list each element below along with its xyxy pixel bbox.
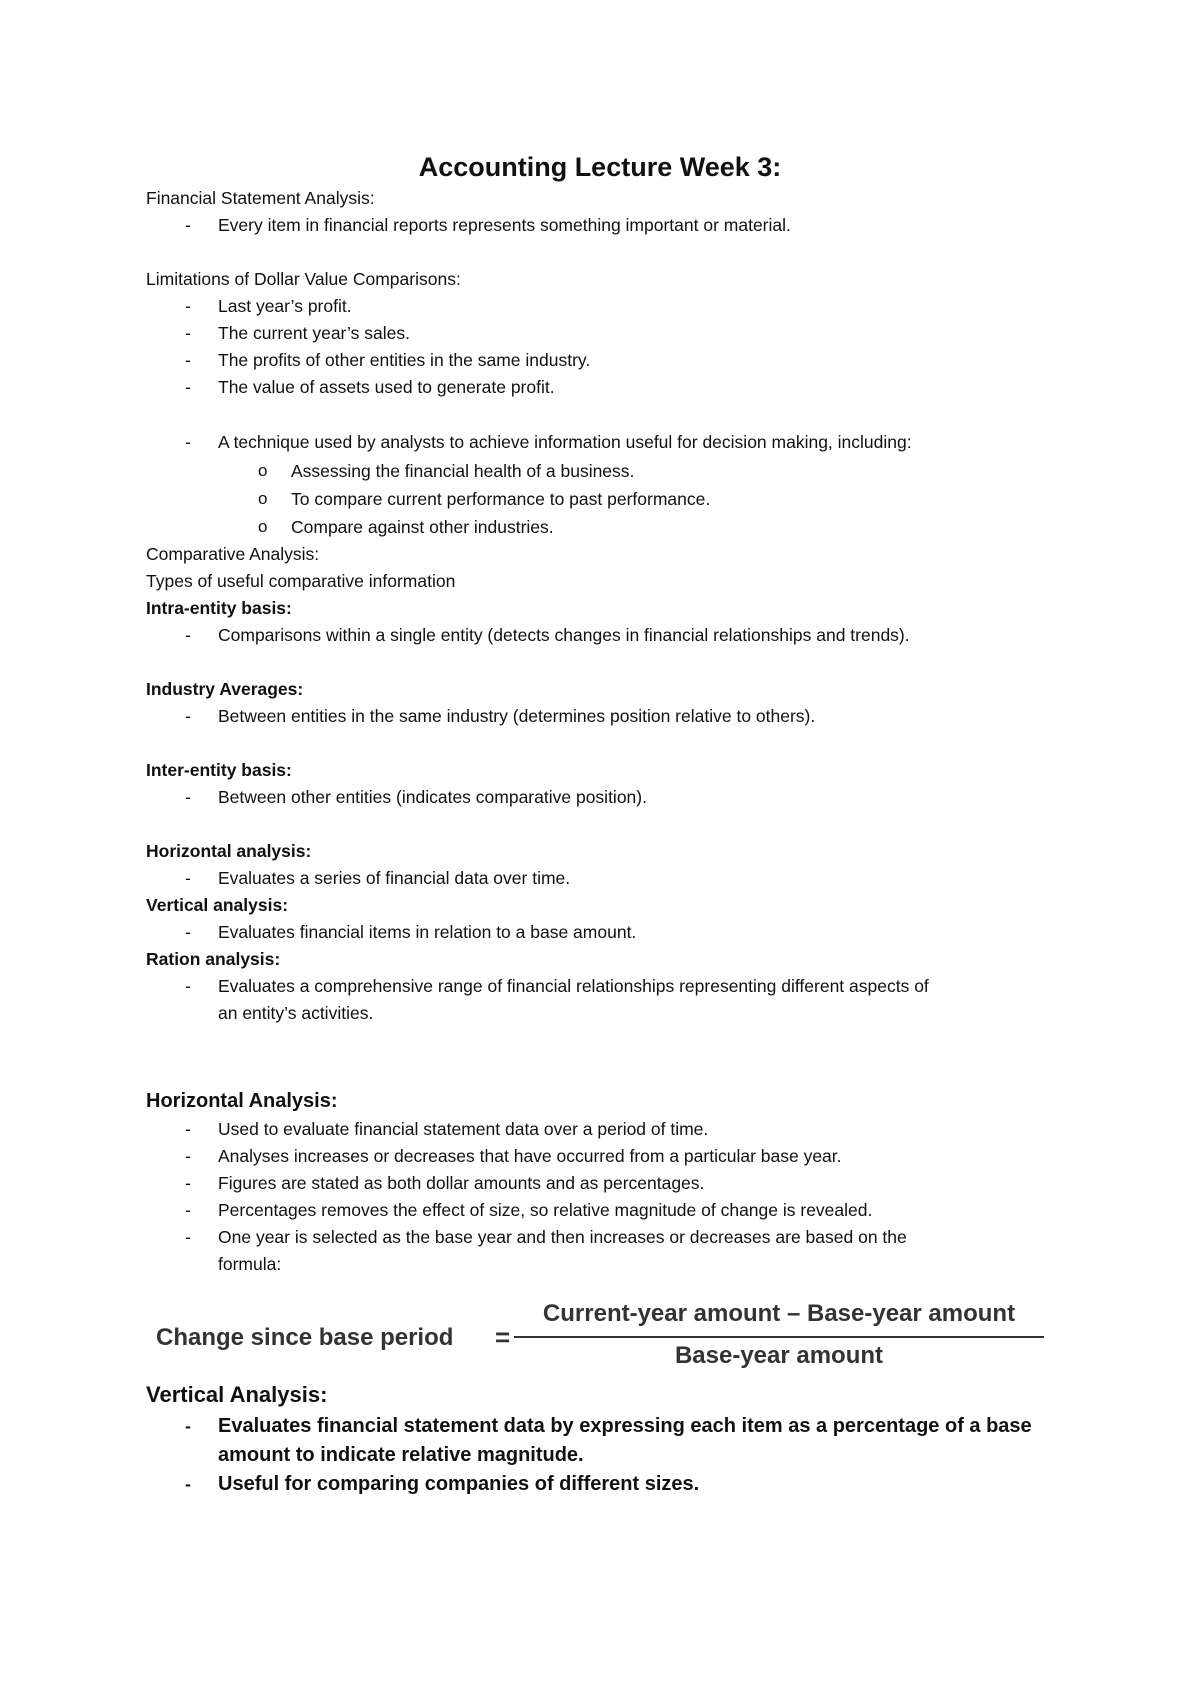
horizontal-subheading: Horizontal analysis: (146, 841, 312, 861)
horizontal-item: Used to evaluate financial statement data over a period of time. (218, 1119, 709, 1139)
limitation-item: The value of assets used to generate profit. (218, 377, 555, 397)
technique-item: A technique used by analysts to achieve information useful for decision making, including: (218, 432, 912, 452)
formula-denominator: Base-year amount (674, 1342, 884, 1369)
vertical-item-line2: amount to indicate relative magnitude. (218, 1444, 584, 1466)
limitations-heading: Limitations of Dollar Value Comparisons: (146, 269, 461, 289)
fsa-heading: Financial Statement Analysis: (146, 188, 375, 208)
dash-bullet: - (185, 296, 191, 316)
horizontal-item-last-line1: One year is selected as the base year and then increases or decreases are based on the (218, 1227, 907, 1247)
dash-bullet: - (185, 432, 191, 452)
dash-bullet: - (185, 976, 191, 996)
circle-bullet-icon: o (258, 489, 268, 508)
comparative-heading: Comparative Analysis: (146, 544, 320, 564)
vertical-analysis-title: Vertical Analysis: (146, 1382, 328, 1407)
horizontal-item: Percentages removes the effect of size, so relative magnitude of change is revealed. (218, 1200, 873, 1220)
ration-heading: Ration analysis: (146, 949, 281, 969)
vertical-item-line1: Evaluates financial statement data by expressing each item as a percentage of a base (218, 1415, 1032, 1437)
dash-bullet: - (185, 1227, 191, 1247)
vertical-subitem: Evaluates financial items in relation to a base amount. (218, 922, 637, 942)
intra-heading: Intra-entity basis: (146, 598, 292, 618)
technique-subitem: To compare current performance to past performance. (291, 489, 711, 509)
inter-item: Between other entities (indicates comparative position). (218, 787, 647, 807)
formula-equals: = (495, 1322, 511, 1352)
ration-item-line2: an entity’s activities. (218, 1003, 374, 1023)
horizontal-analysis-title: Horizontal Analysis: (146, 1090, 338, 1112)
limitation-item: Last year’s profit. (218, 296, 352, 316)
dash-bullet: - (185, 1146, 191, 1166)
formula-numerator: Current-year amount – Base-year amount (542, 1300, 1016, 1327)
technique-subitem: Compare against other industries. (291, 517, 554, 537)
dash-bullet: - (185, 922, 191, 942)
vertical-item: Useful for comparing companies of different sizes. (218, 1473, 700, 1495)
circle-bullet-icon: o (258, 461, 268, 480)
technique-subitem: Assessing the financial health of a business. (291, 461, 635, 481)
dash-bullet: - (185, 1474, 191, 1494)
dash-bullet: - (185, 625, 191, 645)
industry-item: Between entities in the same industry (determines position relative to others). (218, 706, 816, 726)
dash-bullet: - (185, 1173, 191, 1193)
dash-bullet: - (185, 323, 191, 343)
horizontal-item-last-line2: formula: (218, 1254, 282, 1274)
limitation-item: The current year’s sales. (218, 323, 410, 343)
horizontal-item: Analyses increases or decreases that have occurred from a particular base year. (218, 1146, 842, 1166)
dash-bullet: - (185, 1119, 191, 1139)
vertical-subheading: Vertical analysis: (146, 895, 289, 915)
ration-item-line1: Evaluates a comprehensive range of financial relationships representing different aspects of (218, 976, 929, 996)
horizontal-item: Figures are stated as both dollar amounts and as percentages. (218, 1173, 705, 1193)
formula-left-side: Change since base period (156, 1324, 454, 1351)
dash-bullet: - (185, 350, 191, 370)
dash-bullet: - (185, 215, 191, 235)
fsa-item: Every item in financial reports represents something important or material. (218, 215, 791, 235)
dash-bullet: - (185, 377, 191, 397)
inter-heading: Inter-entity basis: (146, 760, 292, 780)
formula-fraction-bar (514, 1336, 1044, 1338)
change-formula (150, 1300, 1050, 1376)
comparative-subheading: Types of useful comparative information (146, 571, 456, 591)
dash-bullet: - (185, 787, 191, 807)
dash-bullet: - (185, 1416, 191, 1436)
industry-heading: Industry Averages: (146, 679, 304, 699)
intra-item: Comparisons within a single entity (detects changes in financial relationships and trends). (218, 625, 910, 645)
dash-bullet: - (185, 706, 191, 726)
dash-bullet: - (185, 868, 191, 888)
horizontal-subitem: Evaluates a series of financial data over time. (218, 868, 571, 888)
page-title: Accounting Lecture Week 3: (418, 152, 782, 182)
limitation-item: The profits of other entities in the same industry. (218, 350, 591, 370)
circle-bullet-icon: o (258, 517, 268, 536)
dash-bullet: - (185, 1200, 191, 1220)
